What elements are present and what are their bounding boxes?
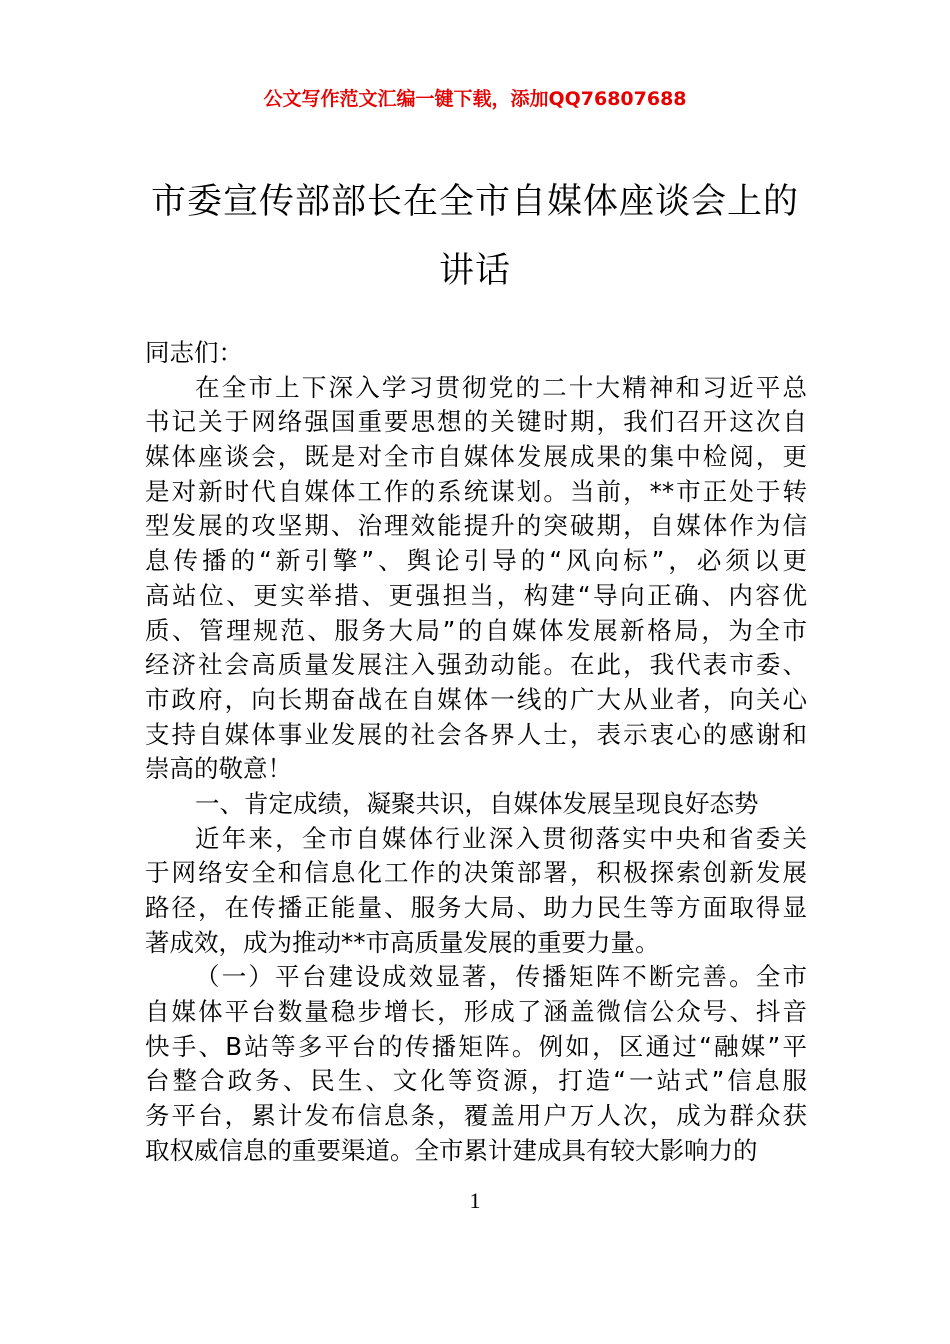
text-line: 是对新时代自媒体工作的系统谋划。当前，**市正处于转 — [145, 476, 807, 506]
text-line: 高站位、更实举措、更强担当，构建“导向正确、内容优 — [145, 580, 807, 610]
text-line: 一、肯定成绩，凝聚共识，自媒体发展呈现良好态势 — [195, 788, 759, 818]
text-line: 台整合政务、民生、文化等资源，打造“一站式”信息服 — [145, 1066, 807, 1096]
document-title-line-2: 讲话 — [438, 251, 511, 291]
text-line: 市政府，向长期奋战在自媒体一线的广大从业者，向关心 — [145, 684, 807, 714]
paragraph — [145, 371, 807, 787]
text-line: 崇高的敬意！ — [145, 754, 292, 784]
text-line: 型发展的攻坚期、治理效能提升的突破期，自媒体作为信 — [145, 511, 807, 541]
page-number: 1 — [469, 1188, 481, 1213]
text-line: 近年来，全市自媒体行业深入贯彻落实中央和省委关 — [195, 823, 807, 853]
text-line: 路径，在传播正能量、服务大局、助力民生等方面取得显 — [145, 893, 807, 922]
text-line: 著成效，成为推动**市高质量发展的重要力量。 — [145, 927, 660, 957]
text-line: 在全市上下深入学习贯彻党的二十大精神和习近平总 — [195, 372, 807, 402]
text-line: 息传播的“新引擎”、舆论引导的“风向标”，必须以更 — [145, 546, 807, 576]
text-line: 质、管理规范、服务大局”的自媒体发展新格局，为全市 — [145, 615, 807, 645]
document-title-line-1: 市委宣传部部长在全市自媒体座谈会上的 — [150, 182, 799, 222]
text-line: （一）平台建设成效显著，传播矩阵不断完善。全市 — [195, 962, 807, 992]
text-line: 快手、B站等多平台的传播矩阵。例如，区通过“融媒”平 — [145, 1031, 807, 1061]
paragraph — [145, 787, 807, 822]
paragraph — [145, 822, 807, 961]
text-line: 媒体座谈会，既是对全市自媒体发展成果的集中检阅，更 — [145, 442, 807, 472]
text-line: 经济社会高质量发展注入强劲动能。在此，我代表市委、 — [145, 650, 807, 680]
text-line: 于网络安全和信息化工作的决策部署，积极探索创新发展 — [145, 858, 807, 888]
paragraph — [145, 960, 807, 1168]
text-line: 支持自媒体事业发展的社会各界人士，表示衷心的感谢和 — [145, 719, 807, 749]
text-line: 自媒体平台数量稳步增长，形成了涵盖微信公众号、抖音 — [145, 997, 807, 1027]
text-line: 书记关于网络强国重要思想的关键时期，我们召开这次自 — [145, 407, 807, 437]
salutation: 同志们： — [145, 338, 243, 367]
text-line: 务平台，累计发布信息条，覆盖用户万人次，成为群众获 — [145, 1101, 807, 1131]
document-body — [145, 336, 807, 1169]
text-line: 取权威信息的重要渠道。全市累计建成具有较大影响力的 — [145, 1135, 758, 1165]
download-notice: 公文写作范文汇编一键下载，添加QQ76807688 — [263, 88, 687, 110]
